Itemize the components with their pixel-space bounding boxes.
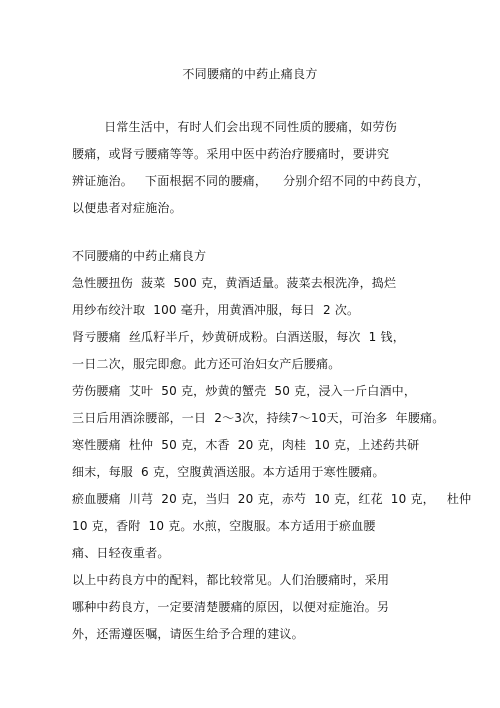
body-line: 痛、日轻夜重者。 [72, 546, 170, 560]
body-line: 瘀血腰痛 川芎 20 克，当归 20 克，赤芍 10 克，红花 10 克， 杜仲 [72, 492, 472, 506]
body-line: 细末，每服 6 克，空腹黄酒送服。本方适用于寒性腰痛。 [72, 465, 385, 479]
body-line: 用纱布绞汁取 100 毫升，用黄酒冲服，每日 2 次。 [72, 303, 360, 317]
body-line: 以上中药良方中的配料，都比较常见。人们治腰痛时，采用 [72, 573, 390, 587]
intro-line-3: 辨证施治。 下面根据不同的腰痛， 分别介绍不同的中药良方， [72, 174, 430, 188]
body-line: 劳伤腰痛 艾叶 50 克，炒黄的蟹壳 50 克，浸入一斤白酒中， [72, 384, 417, 398]
body-line: 急性腰扭伤 菠菜 500 克，黄酒适量。菠菜去根洗净，捣烂 [72, 276, 397, 290]
intro-line-1: 日常生活中，有时人们会出现不同性质的腰痛，如劳伤 [72, 120, 397, 134]
intro-line-2: 腰痛，或肾亏腰痛等等。采用中医中药治疗腰痛时，要讲究 [72, 147, 390, 161]
body-line: 三日后用酒涂腰部，一日 2～3次，持续7～10天，可治多 年腰痛。 [72, 411, 445, 425]
body-line: 寒性腰痛 杜仲 50 克，木香 20 克，肉桂 10 克，上述药共研 [72, 438, 420, 452]
body-line: 哪种中药良方，一定要清楚腰痛的原因，以便对症施治。另 [72, 600, 390, 614]
section-heading: 不同腰痛的中药止痛良方 [72, 249, 207, 263]
intro-line-4: 以便患者对症施治。 [72, 201, 182, 215]
body-line: 肾亏腰痛 丝瓜籽半斤，炒黄研成粉。白酒送服，每次 1 钱， [72, 330, 405, 344]
document-title: 不同腰痛的中药止痛良方 [182, 67, 318, 81]
body-line: 10 克，香附 10 克。水煎，空腹服。本方适用于瘀血腰 [72, 519, 376, 533]
body-line: 外，还需遵医嘱，请医生给予合理的建议。 [72, 627, 304, 641]
body-line: 一日二次，服完即愈。此方还可治妇女产后腰痛。 [72, 357, 341, 371]
